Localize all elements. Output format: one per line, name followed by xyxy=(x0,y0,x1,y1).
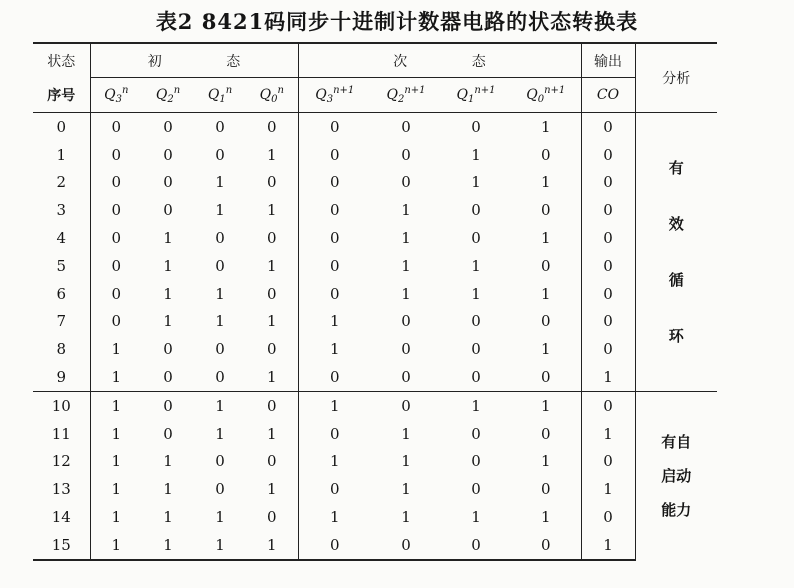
state-bit-cell: 1 xyxy=(111,508,122,527)
state-bit-cell: 0 xyxy=(401,117,411,136)
col-co: CO xyxy=(581,78,635,113)
state-seq-cell: 12 xyxy=(33,448,90,476)
state-seq-header-2 xyxy=(33,78,90,113)
state-bit-cell: 0 xyxy=(511,252,581,280)
state-bit-cell: 1 xyxy=(215,424,225,443)
state-bit-cell: 0 xyxy=(215,480,225,499)
state-bit-cell: 0 xyxy=(329,480,340,499)
state-seq-cell: 10 xyxy=(33,391,90,419)
state-bit-cell: 0 xyxy=(142,391,194,419)
state-bit-cell: 1 xyxy=(401,201,411,220)
col-q3n: $Q_3^n$ xyxy=(90,78,142,113)
state-seq-cell: 3 xyxy=(33,196,90,224)
state-bit-cell: 0 xyxy=(511,531,581,560)
state-bit-cell: 1 xyxy=(90,531,142,560)
table-row xyxy=(33,196,717,224)
analysis-line: 有自 xyxy=(661,432,692,451)
state-bit-cell: 1 xyxy=(215,284,225,303)
state-bit-cell: 0 xyxy=(471,424,481,443)
state-bit-cell: 1 xyxy=(401,424,411,443)
state-bit-cell: 0 xyxy=(401,145,411,164)
state-bit-cell: 1 xyxy=(215,201,225,220)
state-bit-cell: 1 xyxy=(111,480,122,499)
state-bit-cell: 0 xyxy=(215,229,225,248)
state-seq-cell: 4 xyxy=(33,224,90,252)
state-bit-cell: 0 xyxy=(371,531,441,560)
state-seq-cell: 13 xyxy=(33,475,90,503)
state-bit-cell: 0 xyxy=(163,424,173,443)
state-bit-cell: 1 xyxy=(163,508,173,527)
state-bit-cell: 1 xyxy=(329,340,340,359)
co-cell: 1 xyxy=(581,531,635,560)
initial-state-label: 初 态 xyxy=(147,53,271,70)
analysis-line: 启动 xyxy=(661,466,692,485)
co-cell: 0 xyxy=(581,224,635,252)
co-cell: 1 xyxy=(581,475,635,503)
col-q3n1: $Q_3^{n+1}$ xyxy=(298,78,371,113)
state-bit-cell: 0 xyxy=(471,229,481,248)
state-bit-cell: 1 xyxy=(401,480,411,499)
col-q0n: $Q_0^n$ xyxy=(246,78,298,113)
state-bit-cell: 1 xyxy=(246,196,298,224)
state-bit-cell: 0 xyxy=(111,145,122,164)
analysis-valid-cycle xyxy=(635,113,717,392)
state-bit-cell: 1 xyxy=(163,452,173,471)
state-bit-cell: 0 xyxy=(246,280,298,308)
state-seq-cell: 2 xyxy=(33,169,90,197)
state-bit-cell: 0 xyxy=(215,452,225,471)
state-bit-cell: 0 xyxy=(511,308,581,336)
output-header xyxy=(581,43,635,78)
state-bit-cell: 0 xyxy=(111,284,122,303)
state-bit-cell: 0 xyxy=(401,312,411,331)
co-cell: 0 xyxy=(581,391,635,419)
state-bit-cell: 1 xyxy=(511,224,581,252)
state-bit-cell: 1 xyxy=(246,475,298,503)
state-seq-cell: 9 xyxy=(33,363,90,391)
state-seq-label-2: 序号 xyxy=(47,87,76,104)
state-bit-cell: 1 xyxy=(215,312,225,331)
state-bit-cell: 0 xyxy=(401,368,411,387)
state-bit-cell: 1 xyxy=(90,391,142,419)
table-row xyxy=(33,475,717,503)
col-q0n1: $Q_0^{n+1}$ xyxy=(511,78,581,113)
state-bit-cell: 0 xyxy=(246,335,298,363)
state-bit-cell: 1 xyxy=(111,368,122,387)
table-row xyxy=(33,280,717,308)
state-seq-label-1: 状态 xyxy=(47,53,76,70)
table-row xyxy=(33,503,717,531)
state-bit-cell: 0 xyxy=(511,141,581,169)
table-row xyxy=(33,420,717,448)
state-bit-cell: 1 xyxy=(511,391,581,419)
analysis-self-start xyxy=(635,391,717,559)
table-row xyxy=(33,391,717,419)
analysis-line: 有 xyxy=(668,158,684,177)
co-cell: 0 xyxy=(581,113,635,141)
state-bit-cell: 0 xyxy=(329,173,340,192)
state-bit-cell: 1 xyxy=(111,424,122,443)
state-bit-cell: 1 xyxy=(401,256,411,275)
table-row xyxy=(33,224,717,252)
state-bit-cell: 0 xyxy=(215,117,225,136)
co-cell: 1 xyxy=(581,420,635,448)
table-row xyxy=(33,335,717,363)
state-bit-cell: 0 xyxy=(401,173,411,192)
next-state-label: 次 态 xyxy=(393,53,516,70)
state-bit-cell: 0 xyxy=(111,173,122,192)
state-bit-cell: 1 xyxy=(511,503,581,531)
state-bit-cell: 0 xyxy=(511,420,581,448)
output-label: 输出 xyxy=(594,53,623,70)
col-q2n: $Q_2^n$ xyxy=(142,78,194,113)
state-bit-cell: 1 xyxy=(511,280,581,308)
state-bit-cell: 1 xyxy=(401,284,411,303)
state-bit-cell: 1 xyxy=(511,335,581,363)
table-title: 表2 8421码同步十进制计数器电路的状态转换表 xyxy=(155,9,639,34)
table-row xyxy=(33,113,717,141)
co-cell: 0 xyxy=(581,141,635,169)
state-bit-cell: 1 xyxy=(329,508,340,527)
state-bit-cell: 0 xyxy=(511,475,581,503)
state-bit-cell: 0 xyxy=(163,201,173,220)
co-cell: 0 xyxy=(581,280,635,308)
analysis-label: 分析 xyxy=(662,71,691,87)
state-bit-cell: 0 xyxy=(471,312,481,331)
state-bit-cell: 1 xyxy=(511,448,581,476)
co-cell: 0 xyxy=(581,335,635,363)
state-bit-cell: 0 xyxy=(111,312,122,331)
state-bit-cell: 1 xyxy=(111,452,122,471)
state-bit-cell: 0 xyxy=(246,169,298,197)
state-bit-cell: 1 xyxy=(215,508,225,527)
state-seq-cell: 7 xyxy=(33,308,90,336)
table-row xyxy=(33,363,717,391)
state-bit-cell: 0 xyxy=(215,256,225,275)
state-bit-cell: 0 xyxy=(111,256,122,275)
state-seq-cell: 1 xyxy=(33,141,90,169)
state-bit-cell: 1 xyxy=(471,508,481,527)
state-bit-cell: 1 xyxy=(471,145,481,164)
co-cell: 0 xyxy=(581,196,635,224)
state-bit-cell: 1 xyxy=(401,229,411,248)
state-bit-cell: 1 xyxy=(401,508,411,527)
state-seq-cell: 8 xyxy=(33,335,90,363)
state-bit-cell: 1 xyxy=(441,391,511,419)
table-row xyxy=(33,169,717,197)
state-bit-cell: 0 xyxy=(401,340,411,359)
state-bit-cell: 1 xyxy=(401,452,411,471)
state-seq-cell: 11 xyxy=(33,420,90,448)
state-seq-cell: 14 xyxy=(33,503,90,531)
state-bit-cell: 1 xyxy=(194,531,246,560)
state-bit-cell: 0 xyxy=(329,368,340,387)
co-cell: 0 xyxy=(581,448,635,476)
co-cell: 0 xyxy=(581,252,635,280)
table-body xyxy=(33,113,717,560)
state-bit-cell: 1 xyxy=(246,252,298,280)
state-bit-cell: 0 xyxy=(246,224,298,252)
state-bit-cell: 1 xyxy=(163,480,173,499)
state-bit-cell: 0 xyxy=(329,284,340,303)
state-bit-cell: 0 xyxy=(246,503,298,531)
state-bit-cell: 0 xyxy=(511,196,581,224)
state-seq-cell: 5 xyxy=(33,252,90,280)
analysis-line: 效 xyxy=(668,214,684,233)
state-bit-cell: 0 xyxy=(111,117,122,136)
state-bit-cell: 0 xyxy=(163,368,173,387)
state-bit-cell: 0 xyxy=(215,368,225,387)
state-bit-cell: 0 xyxy=(441,531,511,560)
state-bit-cell: 1 xyxy=(246,308,298,336)
state-bit-cell: 0 xyxy=(329,256,340,275)
state-bit-cell: 1 xyxy=(511,169,581,197)
state-bit-cell: 1 xyxy=(329,312,340,331)
state-bit-cell: 1 xyxy=(298,391,371,419)
col-q1n1: $Q_1^{n+1}$ xyxy=(441,78,511,113)
state-seq-cell: 6 xyxy=(33,280,90,308)
state-bit-cell: 0 xyxy=(329,229,340,248)
state-bit-cell: 0 xyxy=(471,368,481,387)
table-row xyxy=(33,141,717,169)
state-bit-cell: 0 xyxy=(298,531,371,560)
state-seq-cell: 15 xyxy=(33,531,90,560)
state-transition-table xyxy=(33,42,717,561)
state-bit-cell: 0 xyxy=(371,391,441,419)
analysis-line: 能力 xyxy=(661,500,692,519)
col-q1n: $Q_1^n$ xyxy=(194,78,246,113)
initial-state-header xyxy=(90,43,298,78)
state-seq-cell: 0 xyxy=(33,113,90,141)
state-bit-cell: 1 xyxy=(329,452,340,471)
state-bit-cell: 1 xyxy=(246,420,298,448)
state-bit-cell: 0 xyxy=(471,340,481,359)
state-bit-cell: 1 xyxy=(215,173,225,192)
state-bit-cell: 0 xyxy=(163,145,173,164)
analysis-line: 循 xyxy=(668,270,684,289)
state-bit-cell: 1 xyxy=(471,173,481,192)
analysis-line: 环 xyxy=(668,326,684,345)
state-bit-cell: 1 xyxy=(471,256,481,275)
state-bit-cell: 0 xyxy=(246,113,298,141)
co-cell: 0 xyxy=(581,308,635,336)
col-q2n1: $Q_2^{n+1}$ xyxy=(371,78,441,113)
state-bit-cell: 1 xyxy=(142,531,194,560)
state-bit-cell: 0 xyxy=(163,117,173,136)
header-row-1 xyxy=(33,43,717,78)
next-state-header xyxy=(298,43,581,78)
state-bit-cell: 0 xyxy=(163,173,173,192)
state-bit-cell: 0 xyxy=(329,424,340,443)
state-bit-cell: 0 xyxy=(111,229,122,248)
table-row xyxy=(33,308,717,336)
state-bit-cell: 0 xyxy=(471,201,481,220)
state-bit-cell: 0 xyxy=(511,363,581,391)
state-bit-cell: 1 xyxy=(163,284,173,303)
state-bit-cell: 0 xyxy=(329,117,340,136)
state-bit-cell: 0 xyxy=(471,117,481,136)
state-bit-cell: 1 xyxy=(511,113,581,141)
state-bit-cell: 0 xyxy=(215,145,225,164)
co-cell: 0 xyxy=(581,169,635,197)
state-bit-cell: 0 xyxy=(329,201,340,220)
state-bit-cell: 0 xyxy=(329,145,340,164)
state-bit-cell: 1 xyxy=(246,141,298,169)
state-bit-cell: 1 xyxy=(471,284,481,303)
state-bit-cell: 0 xyxy=(471,480,481,499)
state-bit-cell: 0 xyxy=(471,452,481,471)
co-cell: 1 xyxy=(581,363,635,391)
state-bit-cell: 1 xyxy=(163,229,173,248)
table-row xyxy=(33,252,717,280)
co-cell: 0 xyxy=(581,503,635,531)
analysis-header xyxy=(635,43,717,113)
state-bit-cell: 1 xyxy=(111,340,122,359)
state-bit-cell: 0 xyxy=(246,391,298,419)
state-seq-header xyxy=(33,43,90,78)
state-bit-cell: 1 xyxy=(246,531,298,560)
state-bit-cell: 0 xyxy=(215,340,225,359)
table-row xyxy=(33,531,717,560)
state-bit-cell: 1 xyxy=(246,363,298,391)
header-row-2 xyxy=(33,78,717,113)
state-bit-cell: 1 xyxy=(163,312,173,331)
state-bit-cell: 0 xyxy=(111,201,122,220)
state-bit-cell: 0 xyxy=(163,340,173,359)
table-row xyxy=(33,448,717,476)
state-bit-cell: 0 xyxy=(246,448,298,476)
state-bit-cell: 1 xyxy=(163,256,173,275)
state-bit-cell: 1 xyxy=(194,391,246,419)
